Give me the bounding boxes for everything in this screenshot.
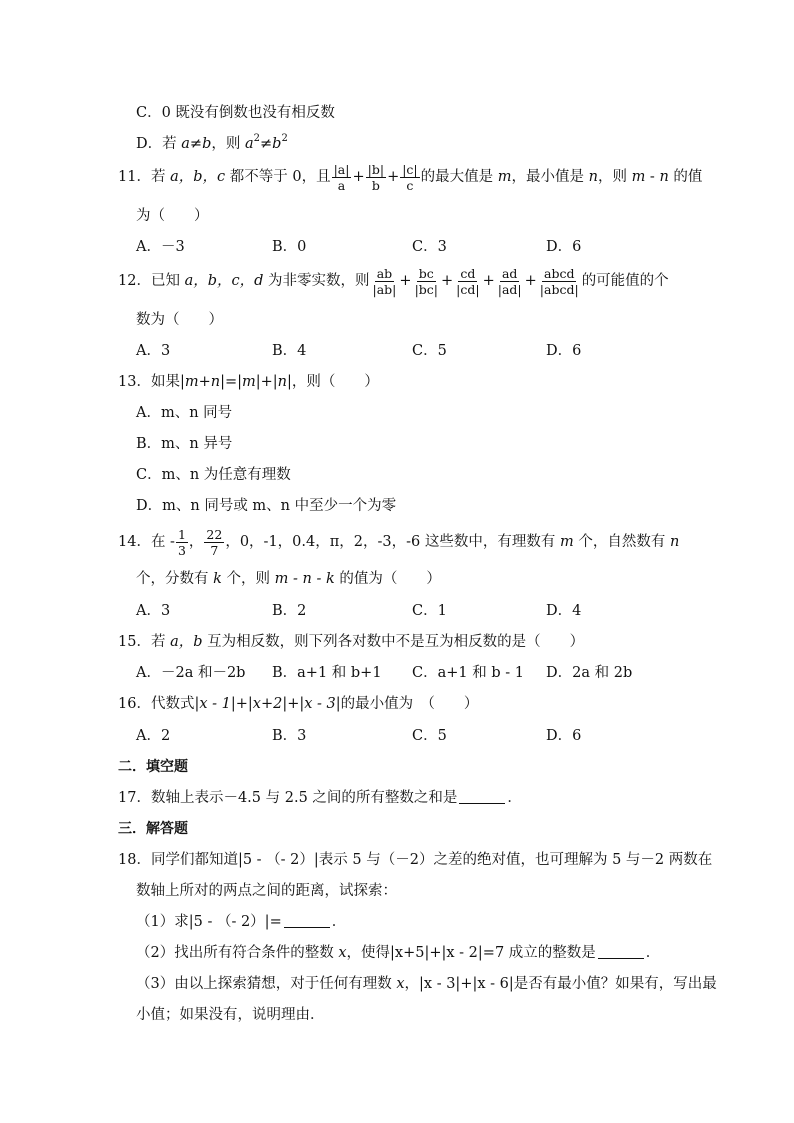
fraction: $\frac{\text{abcd}}{\text{|abcd|}}$ bbox=[539, 265, 579, 297]
question-12: 12．已知 a，b，c，d 为非零实数，则 $\frac{ab}{|ab|}$ + $\frac{bc}{|bc|}$ + $\frac{cd}{|cd|}$ + $\frac{ad}{|ad|}$ + $\frac{\text{abcd}}{\text{|abcd|}}$ 的可能值的个 bbox=[118, 265, 669, 297]
fraction: $\frac{|a|}{a}$ bbox=[333, 161, 350, 193]
fraction: $\frac{bc}{|bc|}$ bbox=[414, 265, 438, 297]
answer-blank bbox=[284, 913, 330, 928]
fraction: $\frac{22}{7}$ bbox=[206, 526, 223, 558]
q10-option-c: C．0 既没有倒数也没有相反数 bbox=[136, 105, 335, 121]
fraction: $\frac{cd}{|cd|}$ bbox=[456, 265, 480, 297]
question-13: 13．如果|m+n|=|m|+|n|，则（ ） bbox=[118, 374, 379, 390]
question-17: 17．数轴上表示－4.5 与 2.5 之间的所有整数之和是 ． bbox=[118, 790, 522, 806]
q16-option-a: A．2 bbox=[136, 728, 171, 744]
answer-blank bbox=[598, 944, 644, 959]
question-18: 18．同学们都知道|5 - （- 2）|表示 5 与（－2）之差的绝对值，也可理解为 5 与－2 两数在 bbox=[118, 852, 713, 868]
fraction: $\frac{|b|}{b}$ bbox=[367, 161, 385, 193]
question-18-line2: 数轴上所对的两点之间的距离，试探索： bbox=[136, 883, 397, 899]
question-11-line2: 为（ ） bbox=[136, 208, 209, 224]
q15-option-c: C．a+1 和 b - 1 bbox=[412, 665, 524, 681]
q15-option-b: B．a+1 和 b+1 bbox=[272, 665, 382, 681]
q14-option-d: D．4 bbox=[546, 603, 582, 619]
section-heading-fill-in: 二．填空题 bbox=[118, 759, 188, 775]
q11-option-c: C．3 bbox=[412, 239, 447, 255]
question-16: 16．代数式|x - 1|+|x+2|+|x - 3|的最小值为 （ ） bbox=[118, 696, 479, 712]
question-15: 15．若 a，b 互为相反数，则下列各对数中不是互为相反数的是（ ） bbox=[118, 634, 585, 650]
fraction: $\frac{1}{3}$ bbox=[177, 526, 186, 558]
q12-option-d: D．6 bbox=[546, 343, 582, 359]
q12-option-c: C．5 bbox=[412, 343, 447, 359]
q12-option-b: B．4 bbox=[272, 343, 307, 359]
question-14: 14．在 - $\frac{1}{3}$ ， $\frac{22}{7}$ ，0，-1，0.4，π，2，-3，-6 这些数中，有理数有 m 个，自然数有 n bbox=[118, 526, 680, 558]
fraction: $\frac{ad}{|ad|}$ bbox=[497, 265, 522, 297]
q11-option-d: D．6 bbox=[546, 239, 582, 255]
q18-part-2: （2）找出所有符合条件的整数 x，使得|x+5|+|x - 2|=7 成立的整数是 ． bbox=[136, 945, 661, 961]
q14-option-b: B．2 bbox=[272, 603, 307, 619]
fraction: $\frac{ab}{|ab|}$ bbox=[372, 265, 397, 297]
q16-option-b: B．3 bbox=[272, 728, 307, 744]
q13-option-b: B．m、n 异号 bbox=[136, 436, 233, 452]
q15-option-d: D．2a 和 2b bbox=[546, 665, 633, 681]
q11-option-b: B．0 bbox=[272, 239, 307, 255]
q14-option-c: C．1 bbox=[412, 603, 447, 619]
q10-option-d: D．若 a≠b，则 $a^2\ne b^2$ bbox=[136, 133, 288, 152]
q18-part-3-line2: 小值；如果没有，说明理由． bbox=[136, 1007, 325, 1023]
q16-option-d: D．6 bbox=[546, 728, 582, 744]
q13-option-c: C．m、n 为任意有理数 bbox=[136, 467, 291, 483]
q11-option-a: A．－3 bbox=[136, 239, 185, 255]
q18-part-1: （1）求|5 - （- 2）|= ． bbox=[136, 914, 347, 930]
q12-option-a: A．3 bbox=[136, 343, 171, 359]
question-14-line2: 个，分数有 k 个，则 m - n - k 的值为（ ） bbox=[136, 571, 441, 587]
section-heading-solve: 三．解答题 bbox=[118, 821, 188, 837]
question-12-line2: 数为（ ） bbox=[136, 312, 223, 328]
q13-option-d: D．m、n 同号或 m、n 中至少一个为零 bbox=[136, 498, 397, 514]
q16-option-c: C．5 bbox=[412, 728, 447, 744]
q15-option-a: A．－2a 和－2b bbox=[136, 665, 246, 681]
question-11: 11．若 a，b，c 都不等于 0，且 $\frac{|a|}{a}$ + $\frac{|b|}{b}$ + $\frac{|c|}{c}$ 的最大值是 m，最小值是 n，则 m - n 的值 bbox=[118, 161, 703, 193]
q14-option-a: A．3 bbox=[136, 603, 171, 619]
q13-option-a: A．m、n 同号 bbox=[136, 405, 233, 421]
answer-blank bbox=[459, 789, 505, 804]
fraction: $\frac{|c|}{c}$ bbox=[402, 161, 418, 193]
q18-part-3: （3）由以上探索猜想，对于任何有理数 x，|x - 3|+|x - 6|是否有最小值？如果有，写出最 bbox=[136, 976, 717, 992]
